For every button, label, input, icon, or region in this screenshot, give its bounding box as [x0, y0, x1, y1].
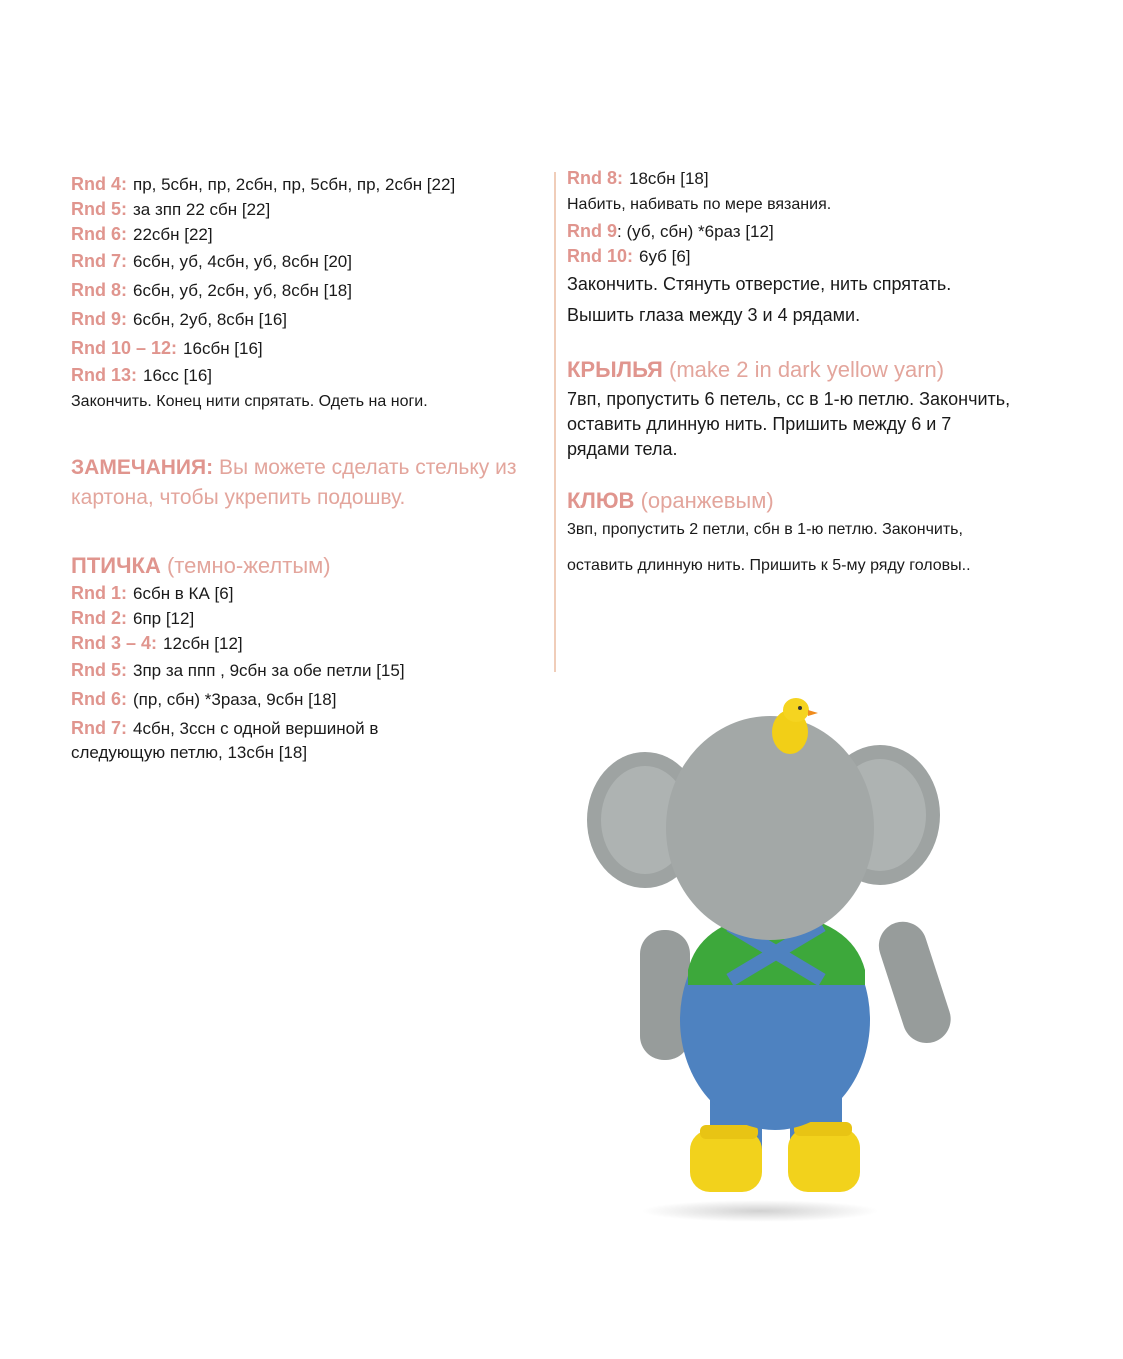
round-row: Rnd 10 – 12: 16сбн [16]: [71, 338, 263, 358]
beak-title: КЛЮВ: [567, 488, 635, 513]
bird-round-list: [71, 581, 541, 763]
wings-text: 7вп, пропустить 6 петель, сс в 1-ю петлю. Закончить, оставить длинную нить. Пришить между 6 и 7 рядами тела.: [567, 389, 1011, 459]
bird-subtitle: (темно-желтым): [166, 553, 331, 578]
bird-title: ПТИЧКА: [71, 553, 161, 578]
round-row: Rnd 3 – 4: 12сбн [12]: [71, 633, 243, 653]
bird-beak: [808, 710, 818, 716]
round-row: Rnd 5: за зпп 22 сбн [22]: [71, 199, 271, 219]
beak-subtitle: (оранжевым): [640, 488, 774, 513]
round-row: Rnd 6: (пр, сбн) *3раза, 9сбн [18]: [71, 689, 337, 709]
right-arm: [873, 916, 957, 1050]
right-column: [567, 166, 1047, 578]
beak-text-2: оставить длинную нить. Пришить к 5-му ряду головы..: [567, 557, 971, 574]
wings-title: КРЫЛЬЯ: [567, 357, 663, 382]
round-list: [71, 172, 541, 388]
note-label: ЗАМЕЧАНИЯ:: [71, 456, 214, 479]
beak-heading: [567, 484, 1047, 518]
round-row: Rnd 9: (уб, сбн) *6раз [12]: [567, 221, 774, 241]
toy-shadow: [640, 1200, 880, 1222]
round-row: Rnd 13: 16сс [16]: [71, 365, 213, 385]
round-row: Rnd 7: 4сбн, 3ссн с одной вершиной в: [71, 718, 379, 738]
round-row: Rnd 8: 6сбн, уб, 2сбн, уб, 8сбн [18]: [71, 280, 352, 300]
beak-text-1: 3вп, пропустить 2 петли, сбн в 1-ю петлю. Закончить,: [567, 521, 963, 538]
head: [666, 716, 874, 940]
round-row: Rnd 9: 6сбн, 2уб, 8сбн [16]: [71, 309, 288, 329]
round-row: Rnd 7: 6сбн, уб, 4сбн, уб, 8сбн [20]: [71, 251, 352, 271]
right-boot: [788, 1128, 860, 1192]
elephant-toy-photo: [560, 680, 980, 1250]
column-divider: [554, 172, 556, 672]
elephant-toy-illustration: [560, 680, 980, 1250]
round-row: Rnd 2: 6пр [12]: [71, 608, 195, 628]
round-row: Rnd 8: 18сбн [18]: [567, 168, 709, 188]
wings-heading: [567, 353, 1047, 387]
wings-subtitle: (make 2 in dark yellow yarn): [669, 357, 945, 382]
finish-text: Закончить. Конец нити спрятать. Одеть на ноги.: [71, 393, 428, 410]
round-row: Rnd 10: 6уб [6]: [567, 246, 691, 266]
round-row: Rnd 4: пр, 5сбн, пр, 2сбн, пр, 5сбн, пр, 2сбн [22]: [71, 174, 456, 194]
round-row: Rnd 5: 3пр за ппп , 9сбн за обе петли [15]: [71, 660, 405, 680]
bird-heading: [71, 551, 541, 581]
left-boot: [690, 1130, 762, 1192]
note-block: [71, 453, 541, 513]
round-row-continuation: следующую петлю, 13сбн [18]: [71, 743, 308, 762]
stuff-text: Набить, набивать по мере вязания.: [567, 196, 832, 213]
round-row: Rnd 1: 6сбн в КА [6]: [71, 583, 234, 603]
finish-text-2: Вышить глаза между 3 и 4 рядами.: [567, 305, 861, 325]
note-text: Вы можете сделать стельку из картона, чтобы укрепить подошву.: [71, 456, 517, 509]
left-column: [71, 172, 541, 763]
finish-text-1: Закончить. Стянуть отверстие, нить спрятать.: [567, 274, 952, 294]
round-row: Rnd 6: 22сбн [22]: [71, 224, 213, 244]
